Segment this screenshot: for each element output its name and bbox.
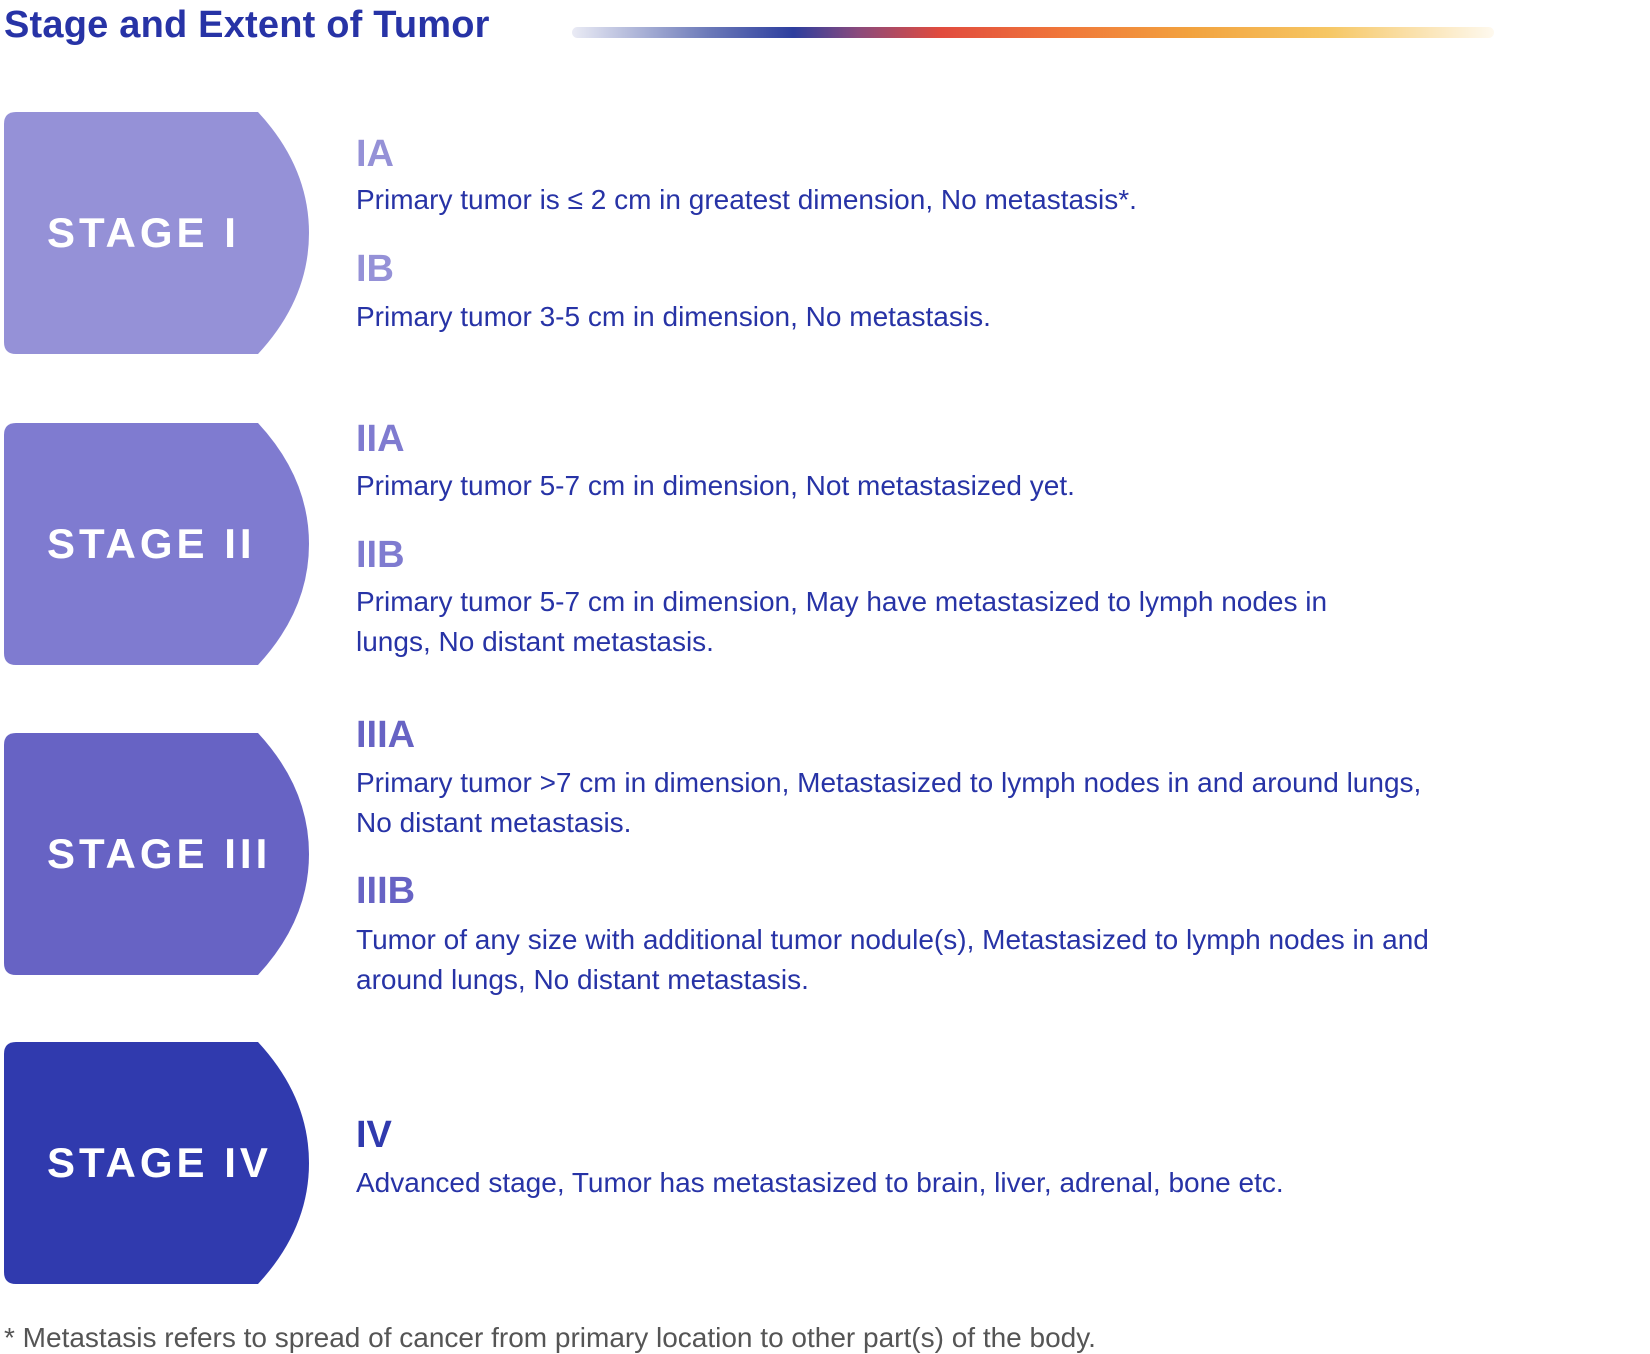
decorative-gradient-line (572, 27, 1494, 38)
page-title: Stage and Extent of Tumor (4, 4, 490, 46)
stage-badge-1 (4, 112, 309, 354)
footnote: * Metastasis refers to spread of cancer from primary location to other part(s) of the body. (4, 1322, 1096, 1353)
substage-code-iv: IV (356, 1114, 392, 1156)
stage-badge-4 (4, 1042, 309, 1284)
substage-code-iia: IIA (356, 418, 405, 460)
stage-badge-2 (4, 423, 309, 665)
substage-desc-iiia: Primary tumor >7 cm in dimension, Metastasized to lymph nodes in and around lungs, No distant metastasis. (356, 767, 1422, 838)
substage-desc-iv: Advanced stage, Tumor has metastasized to brain, liver, adrenal, bone etc. (356, 1167, 1284, 1198)
stage-3-label: STAGE III (47, 830, 272, 877)
stage-4-label: STAGE IV (47, 1139, 272, 1186)
stage-badge-3 (4, 733, 309, 975)
substage-desc-iib: Primary tumor 5-7 cm in dimension, May have metastasized to lymph nodes in lungs, No distant metastasis. (356, 586, 1328, 657)
stage-2-label: STAGE II (47, 520, 256, 567)
substage-desc-iia: Primary tumor 5-7 cm in dimension, Not metastasized yet. (356, 470, 1075, 501)
substage-code-iib: IIB (356, 534, 405, 576)
substage-code-ia: IA (356, 133, 394, 175)
substage-desc-iiib: Tumor of any size with additional tumor nodule(s), Metastasized to lymph nodes in and around lungs, No distant metastasis. (356, 924, 1429, 995)
substage-desc-ib: Primary tumor 3-5 cm in dimension, No metastasis. (356, 301, 991, 332)
substage-code-ib: IB (356, 248, 394, 290)
substage-code-iiib: IIIB (356, 870, 416, 912)
stage-1-label: STAGE I (47, 209, 240, 256)
substage-desc-ia: Primary tumor is ≤ 2 cm in greatest dimension, No metastasis*. (356, 184, 1137, 215)
substage-code-iiia: IIIA (356, 714, 416, 756)
